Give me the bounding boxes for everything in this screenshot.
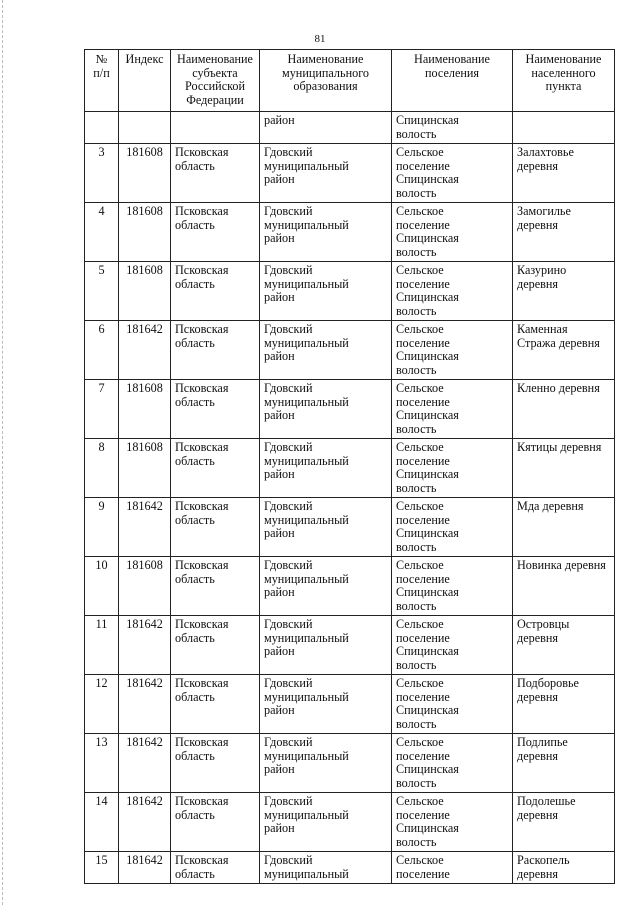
table-row: [85, 793, 615, 852]
cell-index: 181608: [119, 262, 171, 321]
cell-number: 3: [85, 144, 119, 203]
cell-number: 11: [85, 616, 119, 675]
cell-locality: Замогилье деревня: [513, 203, 615, 262]
cell-settlement: Сельское поселение Спицинская волость: [392, 734, 513, 793]
cell-municipality: Гдовский муниципальный район: [260, 439, 392, 498]
cell-settlement: Сельское поселение Спицинская волость: [392, 321, 513, 380]
cell-municipality: Гдовский муниципальный: [260, 852, 392, 884]
cell-municipality: Гдовский муниципальный район: [260, 321, 392, 380]
table-row: [85, 144, 615, 203]
table-row: [85, 262, 615, 321]
page-edge: [2, 0, 3, 905]
header-row: [85, 50, 615, 112]
cell-index: [119, 112, 171, 144]
cell-locality: Подборовье деревня: [513, 675, 615, 734]
cell-municipality: Гдовский муниципальный район: [260, 262, 392, 321]
cell-municipality: Гдовский муниципальный район: [260, 498, 392, 557]
table-row: [85, 557, 615, 616]
table-body: [85, 112, 615, 884]
cell-municipality: Гдовский муниципальный район: [260, 144, 392, 203]
cell-subject: Псковская область: [171, 203, 260, 262]
cell-subject: Псковская область: [171, 852, 260, 884]
cell-number: [85, 112, 119, 144]
cell-number: 7: [85, 380, 119, 439]
cell-index: 181642: [119, 734, 171, 793]
cell-locality: Подлипье деревня: [513, 734, 615, 793]
table-row: [85, 852, 615, 884]
cell-index: 181608: [119, 557, 171, 616]
cell-subject: Псковская область: [171, 793, 260, 852]
cell-number: 4: [85, 203, 119, 262]
cell-index: 181642: [119, 675, 171, 734]
cell-locality: Островцы деревня: [513, 616, 615, 675]
cell-subject: Псковская область: [171, 380, 260, 439]
cell-index: 181642: [119, 321, 171, 380]
cell-locality: Кятицы деревня: [513, 439, 615, 498]
cell-number: 12: [85, 675, 119, 734]
cell-settlement: Сельское поселение Спицинская волость: [392, 675, 513, 734]
table-row: [85, 675, 615, 734]
cell-subject: Псковская область: [171, 734, 260, 793]
cell-number: 14: [85, 793, 119, 852]
cell-subject: Псковская область: [171, 557, 260, 616]
table-row: [85, 734, 615, 793]
cell-municipality: Гдовский муниципальный район: [260, 675, 392, 734]
table-row: [85, 439, 615, 498]
cell-locality: Мда деревня: [513, 498, 615, 557]
cell-index: 181642: [119, 852, 171, 884]
cell-index: 181608: [119, 439, 171, 498]
cell-locality: [513, 112, 615, 144]
cell-settlement: Сельское поселение Спицинская волость: [392, 557, 513, 616]
table-row: [85, 380, 615, 439]
cell-locality: Новинка деревня: [513, 557, 615, 616]
cell-number: 9: [85, 498, 119, 557]
cell-municipality: Гдовский муниципальный район: [260, 557, 392, 616]
cell-locality: Раскопель деревня: [513, 852, 615, 884]
header-index: Индекс: [119, 50, 171, 112]
cell-settlement: Сельское поселение Спицинская волость: [392, 203, 513, 262]
header-municipality: Наименование муниципального образования: [260, 50, 392, 112]
cell-settlement: Сельское поселение Спицинская волость: [392, 616, 513, 675]
cell-settlement: Сельское поселение Спицинская волость: [392, 498, 513, 557]
cell-municipality: Гдовский муниципальный район: [260, 793, 392, 852]
locality-table: [84, 49, 615, 884]
cell-index: 181608: [119, 144, 171, 203]
cell-municipality: Гдовский муниципальный район: [260, 734, 392, 793]
cell-number: 10: [85, 557, 119, 616]
cell-index: 181608: [119, 380, 171, 439]
cell-subject: Псковская область: [171, 144, 260, 203]
cell-subject: Псковская область: [171, 262, 260, 321]
header-subject: Наименование субъекта Российской Федерации: [171, 50, 260, 112]
table-row: [85, 203, 615, 262]
header-number: № п/п: [85, 50, 119, 112]
cell-subject: Псковская область: [171, 616, 260, 675]
header-settlement: Наименование поселения: [392, 50, 513, 112]
cell-locality: Залахтовье деревня: [513, 144, 615, 203]
page-number: 81: [314, 33, 326, 45]
cell-subject: [171, 112, 260, 144]
cell-settlement: Сельское поселение Спицинская волость: [392, 380, 513, 439]
cell-municipality: Гдовский муниципальный район: [260, 380, 392, 439]
cell-settlement: Сельское поселение Спицинская волость: [392, 144, 513, 203]
cell-subject: Псковская область: [171, 321, 260, 380]
cell-index: 181642: [119, 498, 171, 557]
cell-number: 13: [85, 734, 119, 793]
cell-number: 15: [85, 852, 119, 884]
cell-locality: Подолешье деревня: [513, 793, 615, 852]
table-row: [85, 321, 615, 380]
cell-settlement: Сельское поселение: [392, 852, 513, 884]
cell-number: 8: [85, 439, 119, 498]
cell-municipality: Гдовский муниципальный район: [260, 616, 392, 675]
cell-settlement: Сельское поселение Спицинская волость: [392, 793, 513, 852]
table-row: [85, 616, 615, 675]
cell-number: 6: [85, 321, 119, 380]
cell-settlement: Сельское поселение Спицинская волость: [392, 262, 513, 321]
header-locality: Наименование населенного пункта: [513, 50, 615, 112]
cell-index: 181642: [119, 616, 171, 675]
cell-settlement: Спицинская волость: [392, 112, 513, 144]
cell-settlement: Сельское поселение Спицинская волость: [392, 439, 513, 498]
cell-municipality: район: [260, 112, 392, 144]
continuation-row: [85, 112, 615, 144]
cell-municipality: Гдовский муниципальный район: [260, 203, 392, 262]
cell-locality: Кленно деревня: [513, 380, 615, 439]
cell-subject: Псковская область: [171, 675, 260, 734]
table-row: [85, 498, 615, 557]
cell-index: 181642: [119, 793, 171, 852]
cell-locality: Каменная Стража деревня: [513, 321, 615, 380]
cell-number: 5: [85, 262, 119, 321]
cell-locality: Казурино деревня: [513, 262, 615, 321]
cell-index: 181608: [119, 203, 171, 262]
cell-subject: Псковская область: [171, 498, 260, 557]
cell-subject: Псковская область: [171, 439, 260, 498]
